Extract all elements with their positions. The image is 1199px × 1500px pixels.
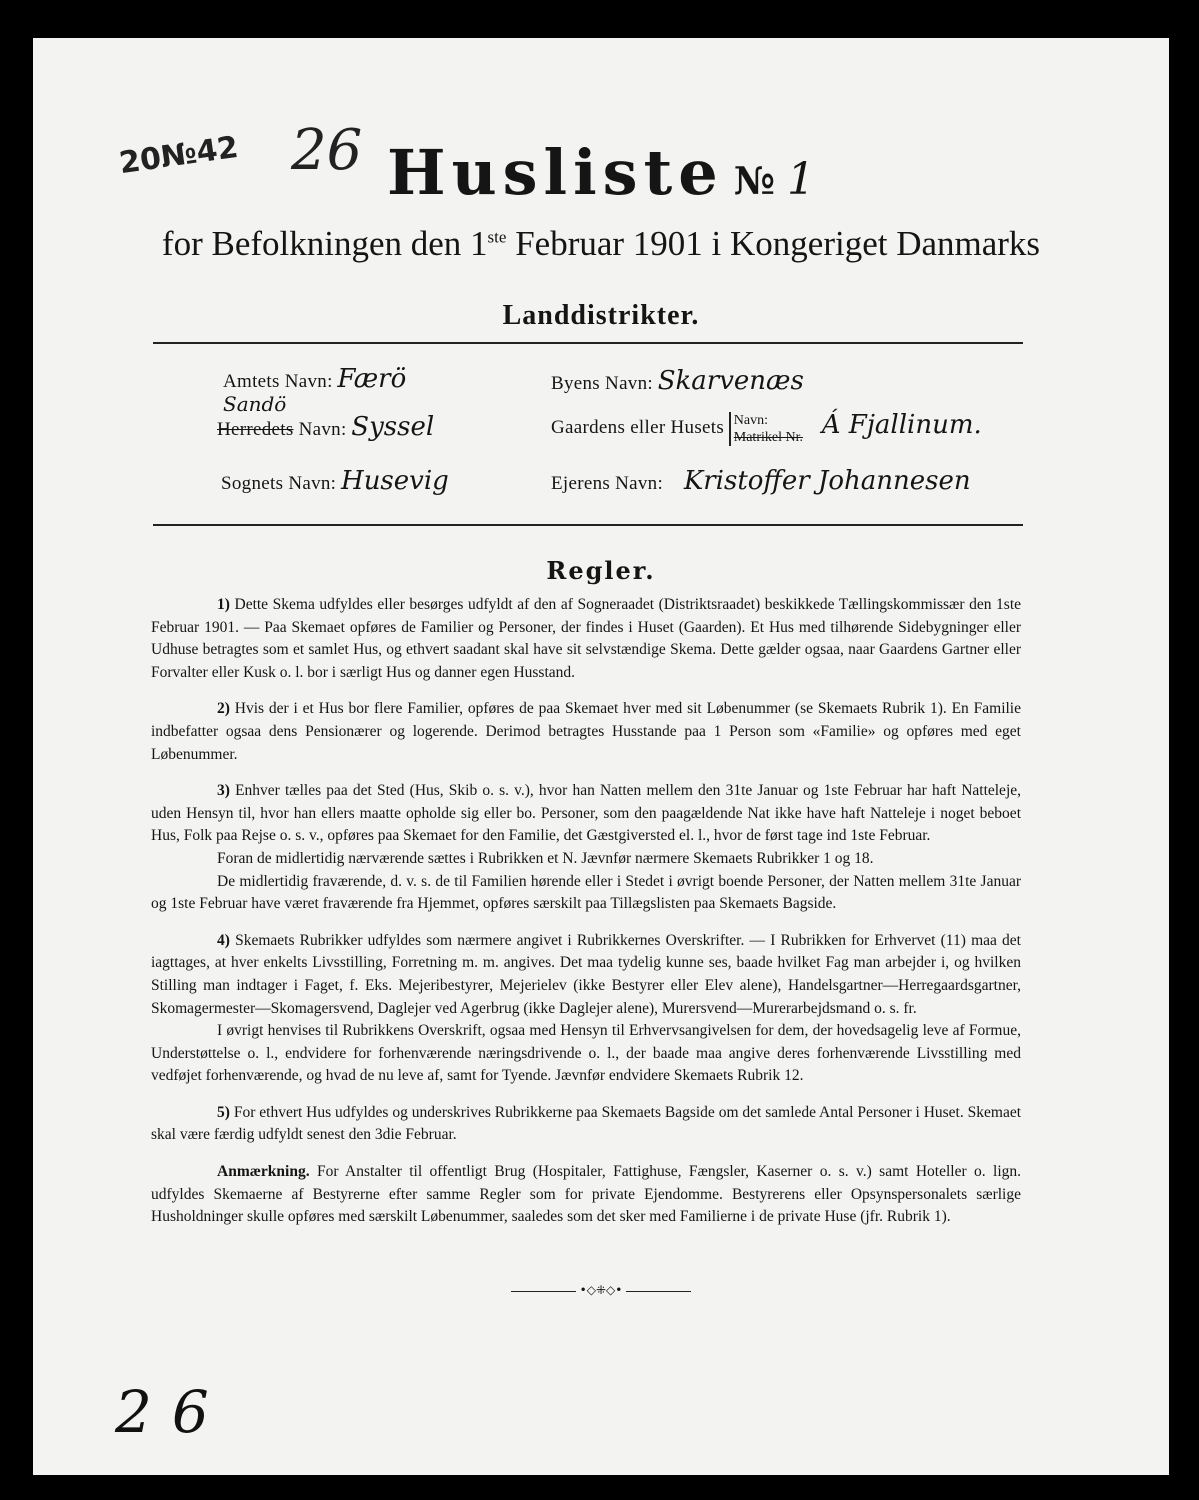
rule-2-text: Hvis der i et Hus bor flere Familier, opføres de paa Skemaet hver med sit Løbenummer (se Skemaets Rubrik 1). En Familie indbefatter ogsaa dens Pensionærer og logerende. Derimod betragtes Husstande paa 1 Person som «Familie» og opføres med eget Løbenummer. (151, 700, 1021, 763)
note-text: For Anstalter til offentligt Brug (Hospitaler, Fattighuse, Fængsler, Kaserner o. s. v.) samt Hoteller o. lign. udfyldes Skemaerne af Bestyrerne efter samme Regler som for private Ejendomme. Bestyrerens eller Opsynspersonalets særlige Husholdninger skulle opføres med særskilt Løbenummer, saaledes som det sker med Familierne i de private Huse (jfr. Rubrik 1). (151, 1163, 1022, 1226)
rule-3-number: 3) (217, 782, 230, 800)
rule-5-text: For ethvert Hus udfyldes og underskrives Rubrikkerne paa Skemaets Bagside om det samlede Antal Personer i Huset. Skemaet skal være færdig udfyldt senest den 3die Februar. (151, 1103, 1022, 1144)
ejer-field (551, 466, 971, 496)
rule-3-text: Enhver tælles paa det Sted (Hus, Skib o. s. v.), hvor han Natten mellem den 31te Januar og 1ste Februar har haft Natteleje, uden Hensyn til, hvor han ellers maatte opholde sig eller bo. Personer, som den paagældende Nat ikke have haft Natteleje i noget beboet Hus, Folk paa Rejse o. s. v., opføres paa Skemaet for den Familie, det Gæstgiversted el. l., hvor de først tage ind 1ste Februar. (151, 782, 1022, 845)
herred-label: Navn: (293, 419, 347, 440)
amt-field (223, 364, 406, 394)
number-label: № (733, 158, 775, 203)
form-title (33, 136, 1169, 209)
rule-4 (151, 930, 1021, 1020)
gaard-label: Gaardens eller Husets (551, 417, 725, 438)
gaard-matrikel-label: Matrikel Nr. (733, 429, 803, 445)
rule-3c: De midlertidig fraværende, d. v. s. de til Familien hørende eller i Stedet i øvrigt boende Personer, der Natten mellem 31te Januar og 1ste Februar have været fraværende fra Hjemmet, opføres særskilt paa Tillægslisten paa Skemaets Bagside. (151, 872, 1021, 913)
form-subtitle-districts: Landdistrikter. (502, 300, 700, 331)
census-form-page (33, 38, 1169, 1475)
note (151, 1161, 1021, 1229)
archive-stamp-number: 20№42 (117, 129, 241, 182)
rule-4b: I øvrigt henvises til Rubrikkens Overskrift, ogsaa med Hensyn til Erhvervsangivelsen for dem, der hovedsagelig leve af Formue, Understøttelse o. l., endvidere for forhenværende næringsdrivende o. l., der baade maa angive deres forhenværende Livsstilling med vedføjet forhenværende, og hvad de nu leve af, samt for Tyende. Jævnfør endvidere Skemaets Rubrik 12. (151, 1022, 1021, 1085)
rule-4-text: Skemaets Rubrikker udfyldes som nærmere angivet i Rubrikkernes Overskrifter. — I Rubrikken for Erhvervet (11) maa det iagttages, at hver enkelts Livsstilling, Forretning m. m. angives. Det maa tydelig kunne ses, baade hvilket Fag man arbejder i, og hvilken Stilling man indtager i Faget, f. Eks. Mejeribestyrer, Mejerielev (ikke Bestyrer eller Elev alene), Handelsgartner—Herregaardsgartner, Skomagermester—Skomagersvend, Daglejer ved Agerbrug (ikke Daglejer alene), Murersvend—Murerarbejdsmand o. s. fr. (151, 931, 1021, 1017)
note-label: Anmærkning. (217, 1163, 310, 1181)
rule-3 (151, 780, 1021, 848)
herred-field (217, 412, 434, 442)
house-number-value: 1 (786, 154, 815, 205)
rules-body (151, 594, 1021, 1243)
sogn-value: Husevig (341, 466, 449, 496)
handwritten-archive-number: 26 (291, 118, 363, 183)
by-label: Byens Navn: (551, 373, 653, 394)
gaard-navn-label: Navn: (733, 412, 768, 428)
amt-value: Færö (337, 364, 407, 394)
rule-1 (151, 594, 1021, 684)
bottom-divider (153, 524, 1023, 526)
handwritten-page-number: 26 (115, 1378, 229, 1446)
by-value: Skarvenæs (657, 366, 804, 396)
gaard-brace (729, 412, 803, 446)
herred-value: Syssel (351, 412, 435, 442)
rule-1-number: 1) (217, 596, 230, 613)
rule-1-text: Dette Skema udfyldes eller besørges udfyldt af den af Sogneraadet (Distriktsraadet) beskikkede Tællingskommissær den 1ste Februar 1901. — Paa Skemaet opføres de Familier og Personer, der findes i Huset (Gaarden). Et Hus med tilhørende Sidebygninger eller Udhuse betragtes som et samlet Hus, og ethvert saadant skal have sit selvstændige Skema. Dette gælder ogsaa, naar Gaardens Gartner eller Forvalter eller Kusk o. l. bor i særligt Hus og danner egen Husstand. (151, 596, 1022, 681)
subtitle-pre: for Befolkningen den 1 (161, 224, 488, 263)
herred-above-value: Sandö (223, 392, 287, 416)
top-divider (153, 342, 1023, 344)
by-field (551, 366, 804, 396)
rule-3b: Foran de midlertidig nærværende sættes i Rubrikken et N. Jævnfør nærmere Skemaets Rubrikker 1 og 18. (217, 849, 874, 867)
ornament: •◇⁜◇• (576, 1283, 627, 1297)
herred-label-struck: Herredets (217, 419, 294, 440)
rule-4-number: 4) (217, 931, 230, 949)
subtitle-sup: ste (487, 227, 507, 247)
gaard-field (551, 410, 982, 446)
ornament-wrap (33, 1283, 1169, 1297)
rule-2 (151, 698, 1021, 766)
ejer-value: Kristoffer Johannesen (683, 466, 971, 496)
sogn-field (221, 466, 449, 496)
rule-2-number: 2) (217, 700, 230, 718)
gaard-value: Á Fjallinum. (821, 410, 982, 440)
rule-5 (151, 1102, 1021, 1147)
ejer-label: Ejerens Navn: (551, 473, 664, 494)
subtitle-post: Februar 1901 i Kongeriget Danmarks (506, 224, 1041, 263)
rules-heading: Regler. (546, 556, 656, 585)
title-text: Husliste (387, 136, 724, 209)
rule-5-number: 5) (217, 1103, 230, 1121)
sogn-label: Sognets Navn: (221, 473, 337, 494)
form-subtitle (33, 224, 1169, 264)
amt-label: Amtets Navn: (223, 371, 333, 392)
